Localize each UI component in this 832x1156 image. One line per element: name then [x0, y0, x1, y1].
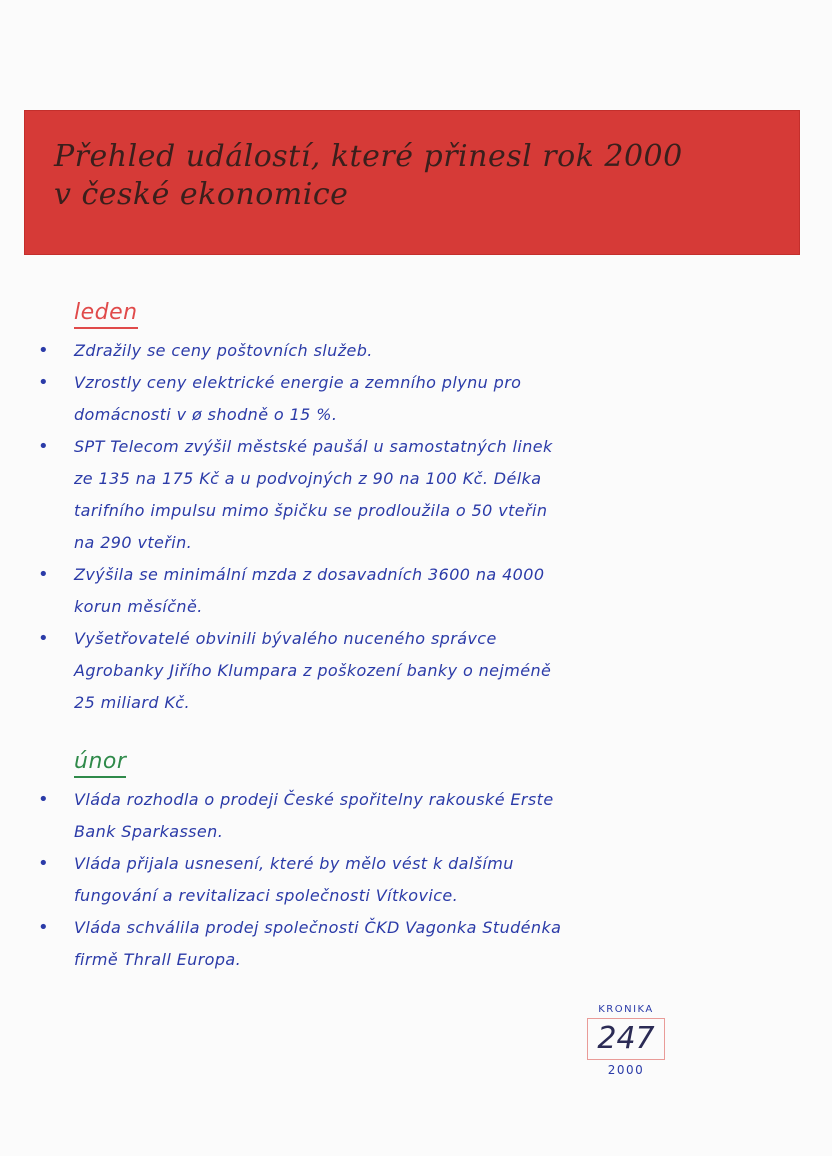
section-divider-space: [30, 719, 570, 749]
event-list-february: [30, 784, 570, 976]
events-content: [30, 300, 570, 976]
list-item: • Vláda schválila prodej společnosti ČKD Vagonka Studénka firmě Thrall Europa.: [30, 912, 570, 976]
list-item: • Zdražily se ceny poštovních služeb.: [30, 335, 570, 367]
chronicle-stamp: [580, 1004, 672, 1077]
section-february: [30, 749, 570, 976]
page-title: [54, 138, 774, 214]
list-item: • Vzrostly ceny elektrické energie a zemního plynu pro domácnosti v ø shodně o 15 %.: [30, 367, 570, 431]
event-list-january: [30, 335, 570, 719]
month-heading-january: leden: [74, 300, 138, 329]
page-title-line-2: v české ekonomice: [54, 177, 349, 212]
list-item: • SPT Telecom zvýšil městské paušál u samostatných linek ze 135 na 175 Kč a u podvojných z 90 na 100 Kč. Délka tarifního impulsu mimo špičku se prodloužila o 50 vteřin na 290 vteřin.: [30, 431, 570, 559]
section-january: [30, 300, 570, 719]
title-banner: [24, 110, 800, 255]
list-item: • Vláda přijala usnesení, které by mělo vést k dalšímu fungování a revitalizaci společnosti Vítkovice.: [30, 848, 570, 912]
list-item: • Zvýšila se minimální mzda z dosavadních 3600 na 4000 korun měsíčně.: [30, 559, 570, 623]
stamp-label: KRONIKA: [598, 1004, 654, 1015]
month-heading-february: únor: [74, 749, 126, 778]
page-number: 247: [587, 1018, 665, 1060]
page-title-line-1: Přehled událostí, které přinesl rok 2000: [54, 139, 683, 174]
list-item: • Vyšetřovatelé obvinili bývalého nuceného správce Agrobanky Jiřího Klumpara z poškození banky o nejméně 25 miliard Kč.: [30, 623, 570, 719]
list-item: • Vláda rozhodla o prodeji České spořitelny rakouské Erste Bank Sparkassen.: [30, 784, 570, 848]
stamp-year: 2000: [607, 1063, 645, 1077]
